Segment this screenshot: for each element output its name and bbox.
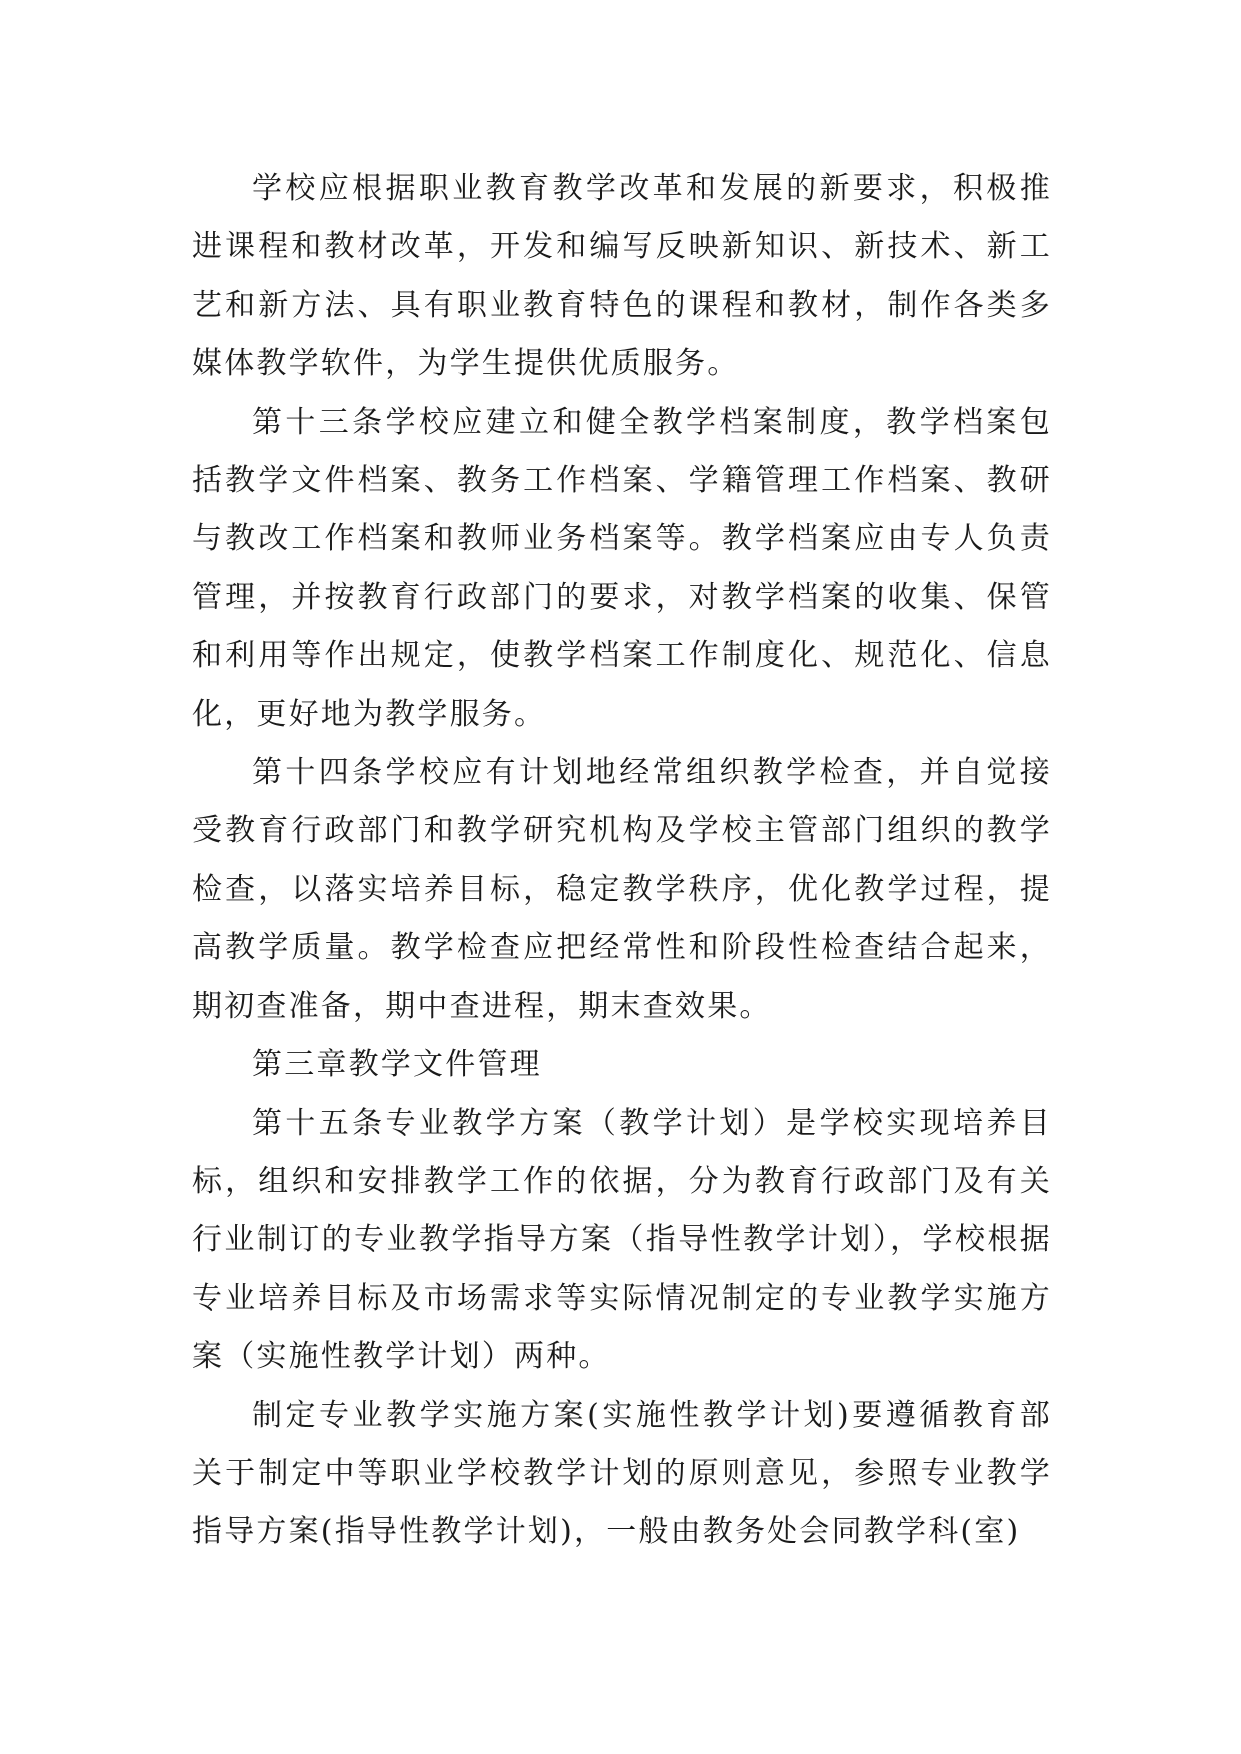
paragraph-course-reform: 学校应根据职业教育教学改革和发展的新要求，积极推进课程和教材改革，开发和编写反映新知识、新技术、新工艺和新方法、具有职业教育特色的课程和教材，制作各类多媒体教学软件，为学生提供优质服务。	[192, 171, 1052, 382]
paragraph-article-14: 第十四条学校应有计划地经常组织教学检查，并自觉接受教育行政部门和教学研究机构及学校主管部门组织的教学检查，以落实培养目标，稳定教学秩序，优化教学过程，提高教学质量。教学检查应把经常性和阶段性检查结合起来，期初查准备，期中查进程，期末查效果。	[192, 755, 1052, 1024]
chapter-heading-3: 第三章教学文件管理	[252, 1047, 542, 1083]
paragraph-article-15: 第十五条专业教学方案（教学计划）是学校实现培养目标，组织和安排教学工作的依据，分为教育行政部门及有关行业制订的专业教学指导方案（指导性教学计划），学校根据专业培养目标及市场需求等实际情况制定的专业教学实施方案（实施性教学计划）两种。	[192, 1105, 1052, 1375]
document-body	[192, 160, 1052, 1562]
paragraph-article-13: 第十三条学校应建立和健全教学档案制度，教学档案包括教学文件档案、教务工作档案、学籍管理工作档案、教研与教改工作档案和教师业务档案等。教学档案应由专人负责管理，并按教育行政部门的要求，对教学档案的收集、保管和利用等作出规定，使教学档案工作制度化、规范化、信息化，更好地为教学服务。	[192, 404, 1052, 732]
paragraph-implementation-plan: 制定专业教学实施方案(实施性教学计划)要遵循教育部关于制定中等职业学校教学计划的原则意见，参照专业教学指导方案(指导性教学计划)，一般由教务处会同教学科(室)	[192, 1397, 1052, 1550]
